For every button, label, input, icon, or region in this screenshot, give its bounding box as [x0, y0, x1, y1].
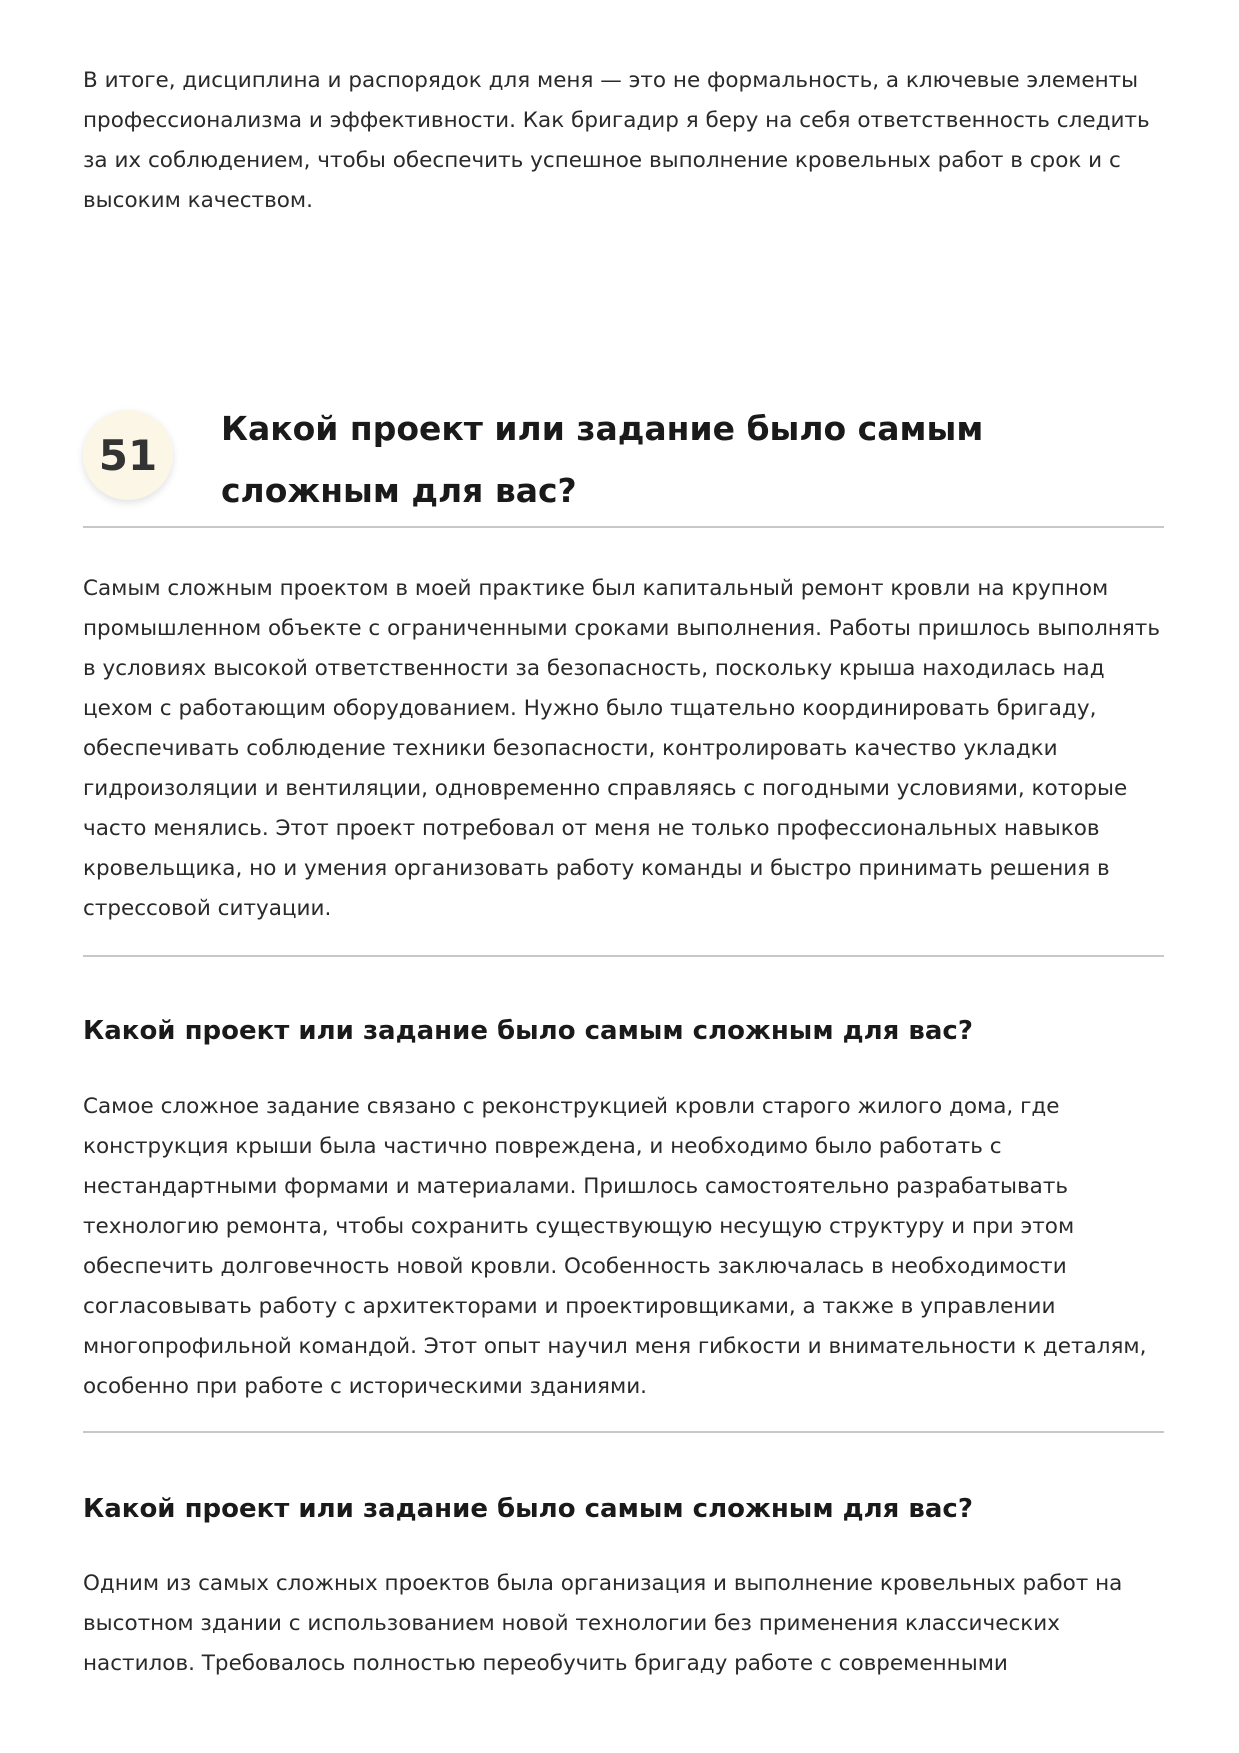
answer-text: Самое сложное задание связано с реконструкцией кровли старого жилого дома, где конструкция крыши была частично повреждена, и необходимо было работать с нестандартными формами и материалами. Пришлось самостоятельно разрабатывать технологию ремонта, чтобы сохранить существующую несущую структуру и при этом обеспечить долговечность новой кровли. Особенность заключалась в необходимости согласовывать работу с архитекторами и проектировщиками, а также в управлении многопрофильной командой. Этот опыт научил меня гибкости и внимательности к деталям, особенно при работе с историческими зданиями. — [83, 1094, 1147, 1399]
answer-text: Самым сложным проектом в моей практике был капитальный ремонт кровли на крупном промышленном объекте с ограниченными сроками выполнения. Работы пришлось выполнять в условиях высокой ответственности за безопасность, поскольку крыша находилась над цехом с работающим оборудованием. Нужно было тщательно координировать бригаду, обеспечивать соблюдение техники безопасности, контролировать качество укладки гидроизоляции и вентиляции, одновременно справляясь с погодными условиями, которые часто менялись. Этот проект потребовал от меня не только профессиональных навыков кровельщика, но и умения организовать работу команды и быстро принимать решения в стрессовой ситуации. — [83, 576, 1160, 921]
intro-paragraph: В итоге, дисциплина и распорядок для меня — это не формальность, а ключевые элементы профессионализма и эффективности. Как бригадир я беру на себя ответственность следить за их соблюдением, чтобы обеспечить успешное выполнение кровельных работ в срок и с высоким качеством. — [83, 68, 1150, 213]
divider — [83, 526, 1164, 528]
question-number-badge: 51 — [83, 410, 173, 500]
divider — [83, 955, 1164, 957]
answer-heading: Какой проект или задание было самым сложным для вас? — [83, 1494, 973, 1524]
answer-heading: Какой проект или задание было самым сложным для вас? — [83, 1016, 973, 1046]
question-title: Какой проект или задание было самым сложным для вас? — [221, 409, 984, 510]
divider — [83, 1431, 1164, 1433]
answer-text: Одним из самых сложных проектов была организация и выполнение кровельных работ на высотном здании с использованием новой технологии без применения классических настилов. Требовалось полностью переобучить бригаду работе с современными — [83, 1571, 1123, 1676]
